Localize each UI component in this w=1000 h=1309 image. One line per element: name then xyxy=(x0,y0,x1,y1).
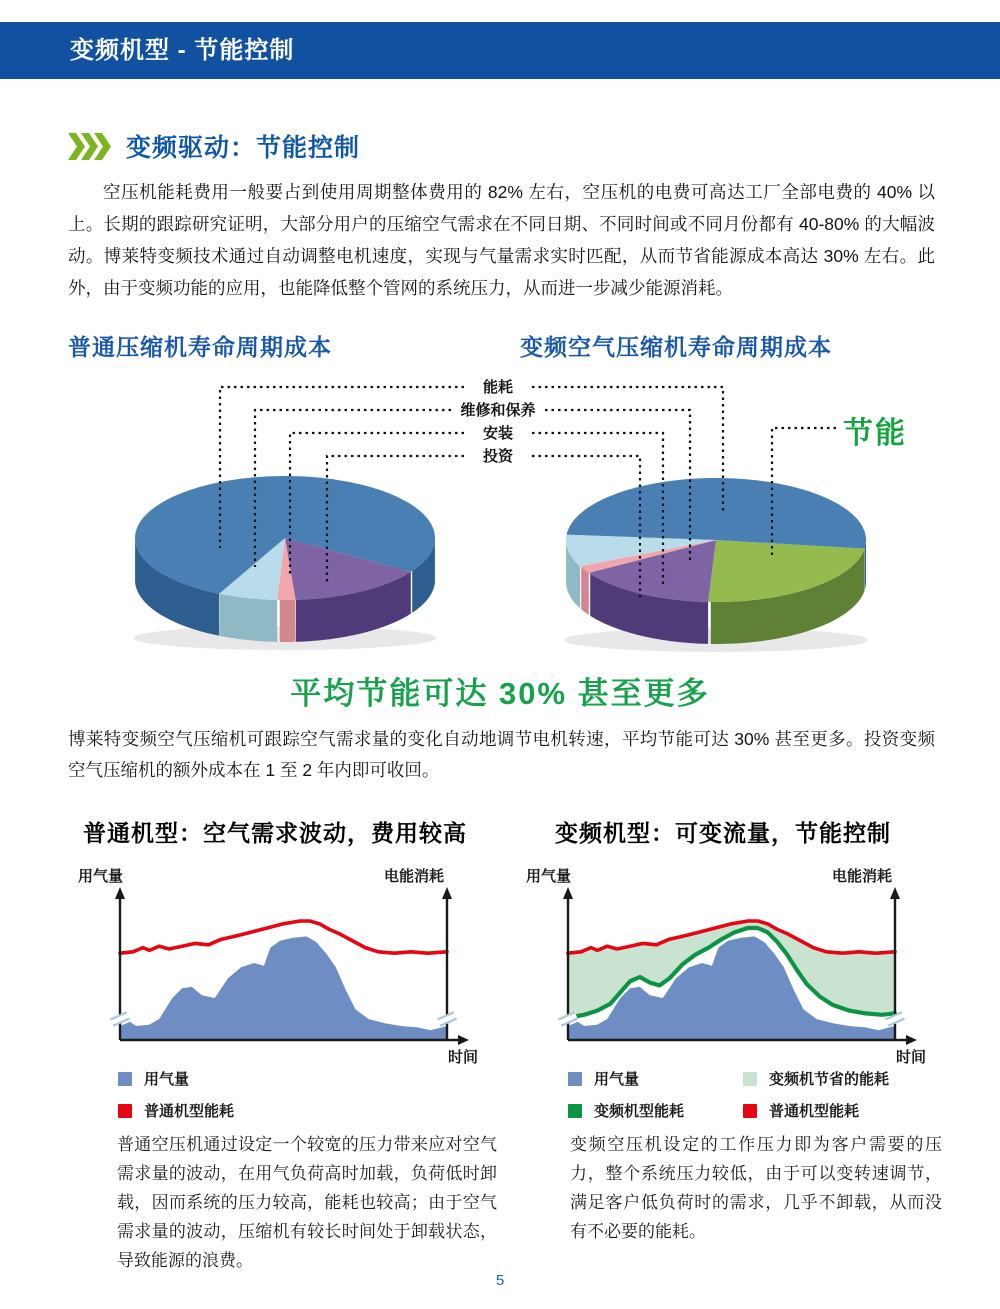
callout-maintenance: 维修和保养 xyxy=(460,402,536,419)
triple-chevron-icon xyxy=(68,133,112,160)
legend-item xyxy=(118,1068,234,1089)
legend-item xyxy=(568,1100,743,1121)
chart-section-ordinary xyxy=(70,815,497,1295)
section-heading-text: 变频驱动：节能控制 xyxy=(126,134,361,162)
pie-slice-side xyxy=(220,594,277,642)
intro-paragraph: 空压机能耗费用一般要占到使用周期整体费用的 82% 左右，空压机的电费可高达工厂全部电费的 40% 以上。长期的跟踪研究证明，大部分用户的压缩空气需求在不同日期、不同时间或不同月份都有 40-80% 的大幅波动。博莱特变频技术通过自动调整电机速度，实现与气量需求实时匹配，从而节省能源成本高达 30% 左右。此外，由于变频功能的应用，也能降低整个管网的系统压力，从而进一步减少能源消耗。 xyxy=(68,182,935,298)
caption-vsd: 变频空压机设定的工作压力即为客户需要的压力，整个系统压力较低，由于可以变转速调节，满足客户低负荷时的需求，几乎不卸载，从而没有不必要的能耗。 xyxy=(570,1135,942,1241)
y-axis-label-energy: 电能消耗 xyxy=(383,868,444,885)
pie-title-ordinary: 普通压缩机寿命周期成本 xyxy=(68,334,332,360)
y-axis-label-demand: 用气量 xyxy=(526,868,572,885)
legend-label: 用气量 xyxy=(594,1071,640,1088)
legend-item xyxy=(743,1100,918,1121)
legend-swatch xyxy=(743,1072,757,1086)
legend-label: 变频机节省的能耗 xyxy=(769,1071,890,1088)
pie-title-vsd: 变频空气压缩机寿命周期成本 xyxy=(520,334,832,360)
flow-series-vsd xyxy=(568,921,895,1040)
legend-item xyxy=(743,1068,918,1089)
pie-chart-ordinary xyxy=(134,476,437,650)
legend-swatch xyxy=(743,1104,757,1118)
x-axis-label-time: 时间 xyxy=(895,1049,926,1066)
callout-installation: 安装 xyxy=(482,425,514,442)
page-header xyxy=(0,22,1000,79)
section-heading xyxy=(68,128,360,164)
legend-label: 变频机型能耗 xyxy=(594,1103,685,1120)
legend-swatch xyxy=(118,1104,132,1118)
legend-item xyxy=(568,1068,743,1089)
legend-label: 普通机型能耗 xyxy=(144,1103,235,1120)
flow-chart-ordinary xyxy=(70,865,480,1075)
pie-slice-side xyxy=(581,567,589,615)
caption-ordinary: 普通空压机通过设定一个较宽的压力带来应对空气需求量的波动，在用气负荷高时加载，负荷低时卸载，因而系统的压力较高，能耗也较高；由于空气需求量的波动，压缩机有较长时间处于卸载状态，导致能源的浪费。 xyxy=(117,1135,497,1270)
legend-label: 用气量 xyxy=(144,1071,190,1088)
lifecycle-cost-figure xyxy=(0,368,1000,668)
savings-paragraph: 博莱特变频空气压缩机可跟踪空气需求量的变化自动地调节电机转速，平均节能可达 30% 甚至更多。投资变频空气压缩机的额外成本在 1 至 2 年内即可收回。 xyxy=(68,729,935,780)
chart-title-vsd: 变频机型：可变流量，节能控制 xyxy=(555,820,891,846)
legend-swatch xyxy=(568,1072,582,1086)
page-number: 5 xyxy=(495,1272,505,1289)
pie-chart-vsd xyxy=(565,478,868,652)
flow-chart-vsd xyxy=(518,865,928,1075)
callout-investment: 投资 xyxy=(482,448,514,465)
pie-slice-side xyxy=(865,542,866,591)
x-axis-label-time: 时间 xyxy=(447,1049,478,1066)
legend-item xyxy=(118,1100,234,1121)
chart-section-vsd xyxy=(518,815,942,1295)
callout-energy: 能耗 xyxy=(482,379,514,396)
chart-title-ordinary: 普通机型：空气需求波动，费用较高 xyxy=(83,820,467,846)
pie-slice-side xyxy=(280,600,296,642)
legend-ordinary xyxy=(118,1068,234,1121)
legend-swatch xyxy=(568,1104,582,1118)
savings-callout: 节能 xyxy=(843,417,907,450)
y-axis-label-demand: 用气量 xyxy=(78,868,124,885)
flow-series-ordinary xyxy=(120,921,447,1040)
legend-label: 普通机型能耗 xyxy=(769,1103,860,1120)
legend-swatch xyxy=(118,1072,132,1086)
y-axis-label-energy: 电能消耗 xyxy=(831,868,892,885)
legend-vsd xyxy=(568,1068,918,1121)
savings-headline: 平均节能可达 30% 甚至更多 xyxy=(290,676,710,711)
page-header-title: 变频机型 - 节能控制 xyxy=(70,37,295,64)
